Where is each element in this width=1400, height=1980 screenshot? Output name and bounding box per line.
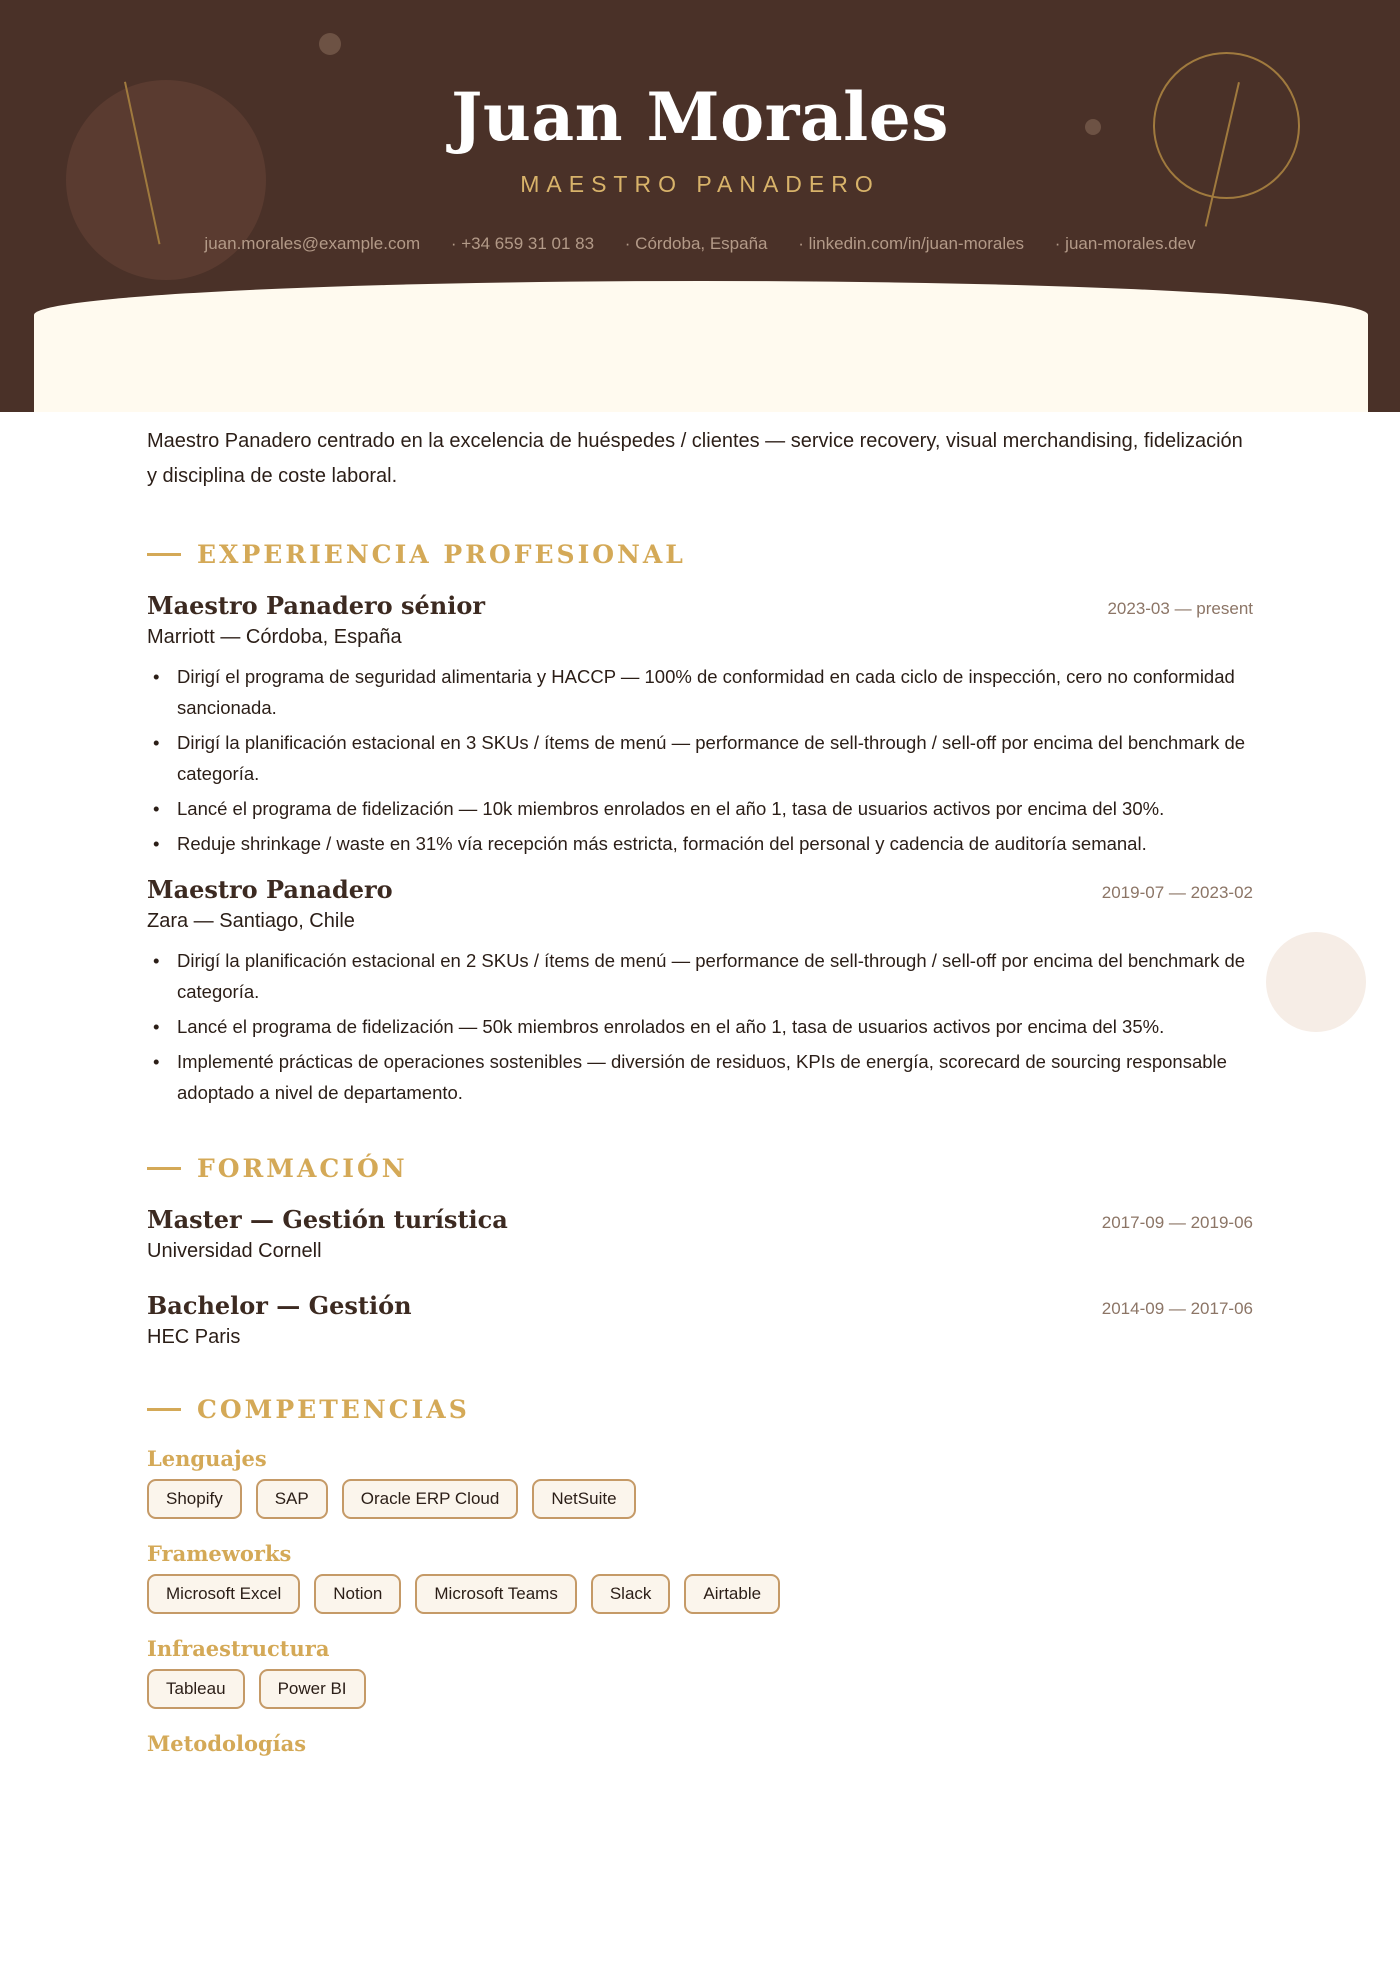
section-title: FORMACIÓN: [197, 1154, 408, 1183]
contact-linkedin[interactable]: · linkedin.com/in/juan-morales: [798, 234, 1025, 253]
skill-category-title: Metodologías: [147, 1731, 307, 1756]
skill-chip: Notion: [314, 1574, 401, 1614]
achievement-item: • Dirigí el programa de seguridad alimentaria y HACCP — 100% de conformidad en cada ciclo de inspección, cero no conformidad sancionada.: [147, 661, 1253, 723]
achievement-item: • Reduje shrinkage / waste en 31% vía recepción más estricta, formación del personal y cadencia de auditoría semanal.: [147, 828, 1253, 859]
professional-summary: Maestro Panadero centrado en la excelencia de huéspedes / clientes — service recovery, visual merchandising, fidelización y disciplina de coste laboral.: [147, 430, 1243, 487]
institution-name: Universidad Cornell: [147, 1240, 322, 1262]
achievement-item: • Implementé prácticas de operaciones sostenibles — diversión de residuos, KPIs de energía, scorecard de sourcing responsable adoptado a nivel de departamento.: [147, 1046, 1253, 1108]
section-header-education: [147, 1154, 1253, 1183]
skill-chip: Slack: [591, 1574, 671, 1614]
skill-chip: NetSuite: [532, 1479, 635, 1519]
contact-email[interactable]: juan.morales@example.com: [204, 234, 421, 253]
section-title: COMPETENCIAS: [197, 1395, 470, 1424]
resume-header: [0, 0, 1400, 412]
skill-chip: Power BI: [259, 1669, 366, 1709]
skill-chip: SAP: [256, 1479, 328, 1519]
education-entry: [147, 1205, 1253, 1263]
header-arc: [34, 281, 1368, 412]
skill-chip: Microsoft Excel: [147, 1574, 300, 1614]
job-dates: 2019-07 — 2023-02: [1101, 883, 1253, 902]
section-header-experience: [147, 540, 1253, 569]
section-title: EXPERIENCIA PROFESIONAL: [197, 540, 686, 569]
skill-group-frameworks: [147, 1541, 1253, 1620]
skill-chip: Microsoft Teams: [415, 1574, 576, 1614]
candidate-role: MAESTRO PANADERO: [520, 171, 880, 197]
decorative-side-circle: [1266, 932, 1366, 1032]
job-dates: 2023-03 — present: [1107, 599, 1253, 618]
achievement-item: • Lancé el programa de fidelización — 50k miembros enrolados en el año 1, tasa de usuarios activos por encima del 35%.: [147, 1011, 1253, 1042]
contact-website[interactable]: · juan-morales.dev: [1054, 234, 1196, 253]
institution-name: HEC Paris: [147, 1326, 241, 1348]
experience-entry: [147, 875, 1253, 1108]
contact-location: · Córdoba, España: [624, 234, 768, 253]
achievement-list: [147, 945, 1253, 1108]
decorative-dot: [319, 33, 341, 55]
contact-line: [0, 234, 1400, 254]
skill-group-infrastructure: [147, 1636, 1253, 1715]
skill-category-title: Lenguajes: [147, 1446, 267, 1471]
skill-chip: Shopify: [147, 1479, 242, 1519]
skill-category-title: Frameworks: [147, 1541, 292, 1566]
candidate-name: Juan Morales: [451, 78, 949, 156]
education-entry: [147, 1291, 1253, 1349]
experience-entry: [147, 591, 1253, 859]
resume-body: [147, 424, 1253, 1764]
section-accent-bar: [147, 1167, 181, 1170]
achievement-list: [147, 661, 1253, 859]
skill-chip: Airtable: [684, 1574, 780, 1614]
section-header-skills: [147, 1395, 1253, 1424]
section-accent-bar: [147, 553, 181, 556]
job-company: Zara — Santiago, Chile: [147, 910, 355, 932]
skill-chip: Tableau: [147, 1669, 245, 1709]
achievement-item: • Dirigí la planificación estacional en 3 SKUs / ítems de menú — performance de sell-through / sell-off por encima del benchmark de categoría.: [147, 727, 1253, 789]
job-company: Marriott — Córdoba, España: [147, 626, 402, 648]
achievement-item: • Lancé el programa de fidelización — 10k miembros enrolados en el año 1, tasa de usuarios activos por encima del 30%.: [147, 793, 1253, 824]
skill-group-methodologies: [147, 1731, 1253, 1756]
degree-dates: 2017-09 — 2019-06: [1101, 1213, 1253, 1232]
degree-title: Master — Gestión turística: [147, 1205, 508, 1234]
skill-chip: Oracle ERP Cloud: [342, 1479, 519, 1519]
job-title: Maestro Panadero: [147, 875, 393, 904]
degree-title: Bachelor — Gestión: [147, 1291, 412, 1320]
section-accent-bar: [147, 1408, 181, 1411]
achievement-item: • Dirigí la planificación estacional en 2 SKUs / ítems de menú — performance de sell-through / sell-off por encima del benchmark de categoría.: [147, 945, 1253, 1007]
skill-group-languages: [147, 1446, 1253, 1525]
job-title: Maestro Panadero sénior: [147, 591, 486, 620]
degree-dates: 2014-09 — 2017-06: [1101, 1299, 1253, 1318]
contact-phone[interactable]: · +34 659 31 01 83: [450, 234, 595, 253]
skill-category-title: Infraestructura: [147, 1636, 330, 1661]
